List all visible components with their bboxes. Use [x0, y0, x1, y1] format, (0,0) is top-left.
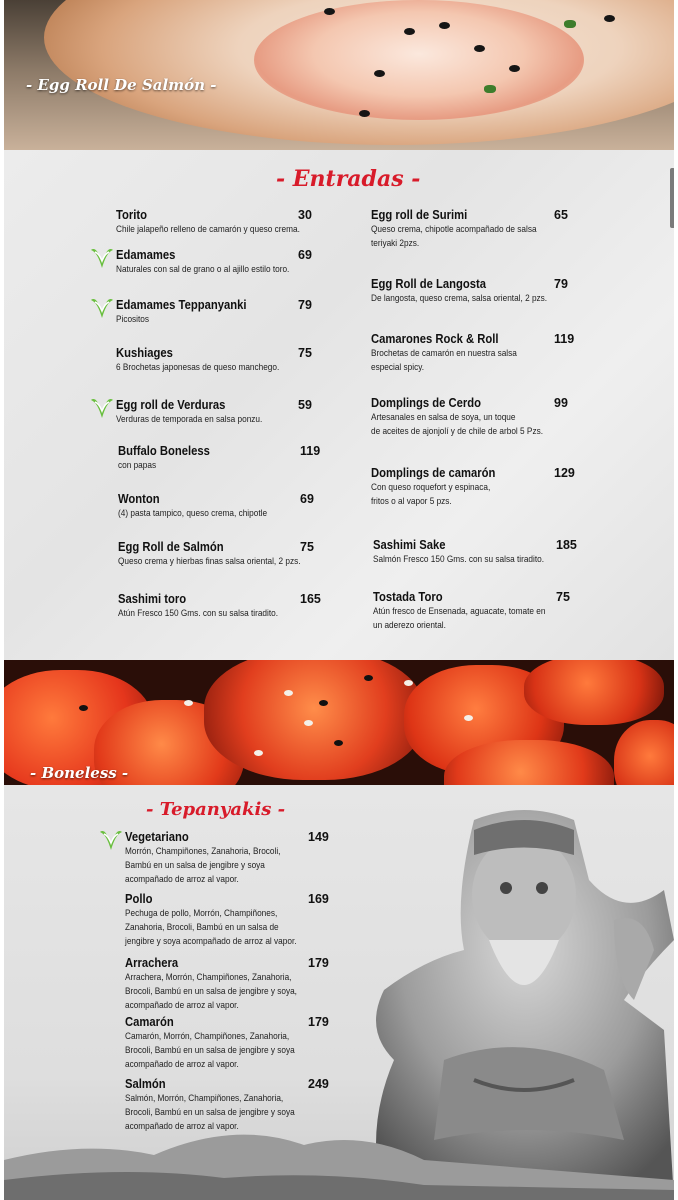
menu-item-description: Camarón, Morrón, Champiñones, Zanahoria, [125, 1030, 290, 1041]
menu-item-name: Egg roll de Verduras [116, 398, 226, 412]
menu-item [116, 248, 313, 276]
menu-item-description: Brocoli, Bambú en un salsa de jengibre y soya [125, 1044, 295, 1055]
menu-item-price: 185 [556, 538, 577, 552]
menu-item-description: teriyaki 2pzs. [371, 237, 420, 248]
menu-item-price: 169 [308, 892, 329, 906]
boneless-caption: - Boneless - [30, 764, 129, 782]
menu-item-price: 75 [298, 346, 312, 360]
mountain-background [4, 1100, 674, 1200]
menu-item-name: Arrachera [125, 956, 179, 970]
tepanyakis-section [4, 785, 674, 1200]
menu-item [116, 208, 325, 236]
menu-item-name: Kushiages [116, 346, 173, 360]
menu-item-description: Salmón Fresco 150 Gms. con su salsa tiradito. [373, 553, 545, 564]
menu-item [125, 956, 320, 1012]
menu-item [118, 540, 325, 568]
menu-item-description: Queso crema, chipotle acompañado de salsa [371, 223, 537, 234]
menu-item-description: Arrachera, Morrón, Champiñones, Zanahoria, [125, 971, 292, 982]
menu-item-price: 79 [298, 298, 312, 312]
menu-item-description: Brocoli, Bambú en un salsa de jengibre y soya, [125, 985, 297, 996]
menu-item-price: 179 [308, 1015, 329, 1029]
entradas-section [4, 150, 674, 660]
menu-item [125, 1077, 318, 1133]
menu-item-price: 179 [308, 956, 329, 970]
menu-item-name: Egg roll de Surimi [371, 208, 468, 222]
menu-item-description: Artesanales en salsa de soya, un toque [371, 411, 516, 422]
menu-item [373, 538, 567, 566]
menu-item-description: Con queso roquefort y espinaca, [371, 481, 491, 492]
menu-item-name: Pollo [125, 892, 153, 906]
tepanyakis-heading: - Tepanyakis - [146, 799, 286, 820]
menu-item-description: Atún fresco de Ensenada, aguacate, tomate en [373, 605, 546, 616]
menu-item-price: 59 [298, 398, 312, 412]
vegan-v-icon [90, 246, 114, 270]
menu-item-description: de aceites de ajonjolí y de chile de arbol 5 Pzs. [371, 425, 543, 436]
menu-item-price: 249 [308, 1077, 329, 1091]
menu-item-description: Chile jalapeño relleno de camarón y queso crema. [116, 223, 300, 234]
entradas-heading: - Entradas - [276, 166, 421, 192]
menu-item [118, 492, 287, 520]
menu-item-price: 75 [556, 590, 570, 604]
menu-item-description: Pechuga de pollo, Morrón, Champiñones, [125, 907, 278, 918]
menu-item-description: especial spicy. [371, 361, 425, 372]
menu-item-name: Sashimi Sake [373, 538, 446, 552]
menu-item-name: Wonton [118, 492, 160, 506]
menu-item-description: jengibre y soya acompañado de arroz al vapor. [125, 935, 297, 946]
menu-item-description: (4) pasta tampico, queso crema, chipotle [118, 507, 268, 518]
menu-item-description: fritos o al vapor 5 pzs. [371, 495, 452, 506]
menu-item [125, 1015, 318, 1071]
menu-item [118, 444, 220, 472]
menu-item-price: 69 [298, 248, 312, 262]
menu-item-description: Atún Fresco 150 Gms. con su salsa tiradito. [118, 607, 279, 618]
menu-item-price: 99 [554, 396, 568, 410]
menu-item-price: 119 [554, 332, 575, 346]
menu-item-description: Queso crema y hierbas finas salsa oriental, 2 pzs. [118, 555, 301, 566]
menu-item-price: 165 [300, 592, 321, 606]
menu-item-description: acompañado de arroz al vapor. [125, 1058, 239, 1069]
menu-item-name: Egg Roll de Langosta [371, 277, 487, 291]
menu-item-price: 79 [554, 277, 568, 291]
menu-item-name: Edamames [116, 248, 176, 262]
menu-item-name: Buffalo Boneless [118, 444, 210, 458]
menu-item-description: acompañado de arroz al vapor. [125, 999, 239, 1010]
menu-item-description: De langosta, queso crema, salsa oriental, 2 pzs. [371, 292, 548, 303]
menu-item [373, 590, 569, 632]
menu-item-description: Bambú en un salsa de jengibre y soya [125, 859, 265, 870]
menu-item [118, 592, 300, 620]
menu-item [371, 332, 537, 374]
menu-item-name: Edamames Teppanyanki [116, 298, 247, 312]
menu-item-price: 65 [554, 208, 568, 222]
menu-item [116, 346, 302, 374]
menu-item-description: Naturales con sal de grano o al ajillo estilo toro. [116, 263, 290, 274]
vegan-v-icon [90, 396, 114, 420]
menu-item-name: Salmón [125, 1077, 166, 1091]
menu-item-description: Picositos [116, 313, 150, 324]
menu-item-price: 69 [300, 492, 314, 506]
menu-item-description: Verduras de temporada en salsa ponzu. [116, 413, 263, 424]
vegan-v-icon [90, 296, 114, 320]
menu-item-description: Zanahoria, Brocoli, Bambú en un salsa de [125, 921, 279, 932]
menu-item-description: acompañado de arroz al vapor. [125, 1120, 239, 1131]
menu-item-name: Camarones Rock & Roll [371, 332, 499, 346]
menu-item-price: 75 [300, 540, 314, 554]
menu-item-name: Egg Roll de Salmón [118, 540, 224, 554]
menu-item-name: Sashimi toro [118, 592, 187, 606]
menu-item-description: Brochetas de camarón en nuestra salsa [371, 347, 517, 358]
menu-item [116, 298, 261, 326]
menu-item-name: Torito [116, 208, 148, 222]
menu-item-description: Morrón, Champiñones, Zanahoria, Brocoli, [125, 845, 281, 856]
menu-item-name: Domplings de Cerdo [371, 396, 482, 410]
menu-item-name: Vegetariano [125, 830, 189, 844]
menu-item [371, 208, 559, 250]
menu-item-name: Camarón [125, 1015, 174, 1029]
boneless-photo [4, 660, 674, 785]
menu-item [116, 398, 282, 426]
hero-caption: - Egg Roll De Salmón - [26, 76, 217, 94]
vegan-v-icon [99, 828, 123, 852]
menu-item-price: 129 [554, 466, 575, 480]
menu-item [371, 277, 571, 305]
menu-item-name: Domplings de camarón [371, 466, 496, 480]
menu-item-price: 149 [308, 830, 329, 844]
menu-item [125, 892, 320, 948]
menu-item [371, 466, 509, 508]
menu-item-description: Brocoli, Bambú en un salsa de jengibre y soya [125, 1106, 295, 1117]
menu-item-description: Salmón, Morrón, Champiñones, Zanahoria, [125, 1092, 284, 1103]
menu-item-name: Tostada Toro [373, 590, 443, 604]
menu-item [125, 830, 302, 886]
menu-item-price: 119 [300, 444, 321, 458]
menu-item [371, 396, 566, 438]
menu-item-description: 6 Brochetas japonesas de queso manchego. [116, 361, 280, 372]
scrollbar[interactable] [670, 168, 674, 228]
menu-item-description: acompañado de arroz al vapor. [125, 873, 239, 884]
menu-item-description: un aderezo oriental. [373, 619, 446, 630]
menu-page [4, 0, 674, 1200]
egg-roll-photo [4, 0, 674, 150]
menu-item-description: con papas [118, 459, 157, 470]
menu-item-price: 30 [298, 208, 312, 222]
